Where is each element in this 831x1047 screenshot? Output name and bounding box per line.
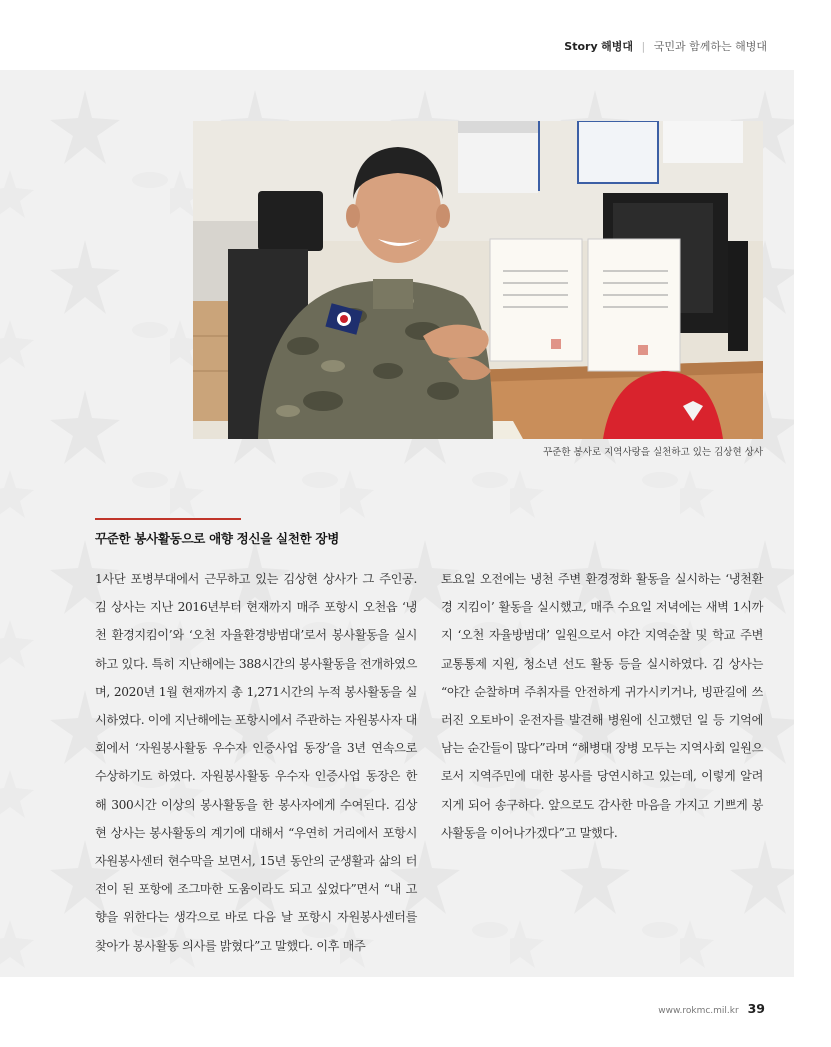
header-separator: | [641,40,646,53]
body-paragraph-1: 1사단 포병부대에서 근무하고 있는 김상현 상사가 그 주인공. 김 상사는 지난 2016년부터 현재까지 매주 포항시 오천읍 ‘냉천 환경지킴이’와 ‘오천 자율환경방범대’로서 봉사활동을 실시하고 있다. 특히 지난해에는 388시간의 봉사활동을 전개하였으며, 2020년 1월 현재까지 총 1,271시간의 누적 봉사활동을 실시하였다. 이에 지난해에는 포항시에서 주관하는 자원봉사자 대회에서 ‘자원봉사활동 우수자 인증사업 동장’을 3년 연속으로 수상하기도 하였다. 자원봉사활동 우수자 인증사업 동장은 한 해 300시간 이상의 봉사활동을 한 봉사자에게 수여된다. 김상현 상사는 봉사활동의 계기에 대해서 “우연히 거리에서 포항시 자원봉사센터 현수막을 보면서, 15년 동안의 군생활과 삶의 터전이 된 포항에 조그마한 도움이라도 되고 싶었다”면서 “내 고향을 위한다는 생각으로 바로 다음 날 포항시 자원봉사센터를 찾아가 봉사활동 의사를 밝혔다”고 말했다. 이후 매주 [95,572,417,953]
body-column-right [441,565,763,847]
page-footer [658,1001,765,1016]
header-tagline: 국민과 함께하는 해병대 [653,40,767,53]
page-number: 39 [747,1001,765,1016]
section-subtitle: 꾸준한 봉사활동으로 애향 정신을 실천한 장병 [95,531,339,546]
body-column-left [95,565,417,960]
body-paragraph-2: 토요일 오전에는 냉천 주변 환경정화 활동을 실시하는 ‘냉천환경 지킴이’ 활동을 실시했고, 매주 수요일 저녁에는 새벽 1시까지 ‘오천 자율방범대’ 일원으로서 야간 지역순찰 및 학교 주변 교통통제 지원, 청소년 선도 활동 등을 실시하였다. 김 상사는 “야간 순찰하며 주취자를 안전하게 귀가시키거나, 빙판길에 쓰러진 오토바이 운전자를 발견해 병원에 신고했던 일 등 기억에 남는 순간들이 많다”라며 “해병대 장병 모두는 지역사회 일원으로서 지역주민에 대한 봉사를 당연시하고 있는데, 이렇게 알려지게 되어 송구하다. 앞으로도 감사한 마음을 가지고 기쁘게 봉사활동을 이어나가겠다”고 말했다. [441,572,764,840]
header-section-name: 해병대 [601,40,634,53]
marine-portrait-image [193,121,763,439]
photo-caption: 꾸준한 봉사로 지역사랑을 실천하고 있는 김상현 상사 [542,447,763,458]
page-header [564,38,767,54]
subtitle-rule [95,518,241,520]
feature-photo [193,121,763,439]
header-section-story: Story [564,40,598,53]
footer-url: www.rokmc.mil.kr [658,1006,739,1016]
